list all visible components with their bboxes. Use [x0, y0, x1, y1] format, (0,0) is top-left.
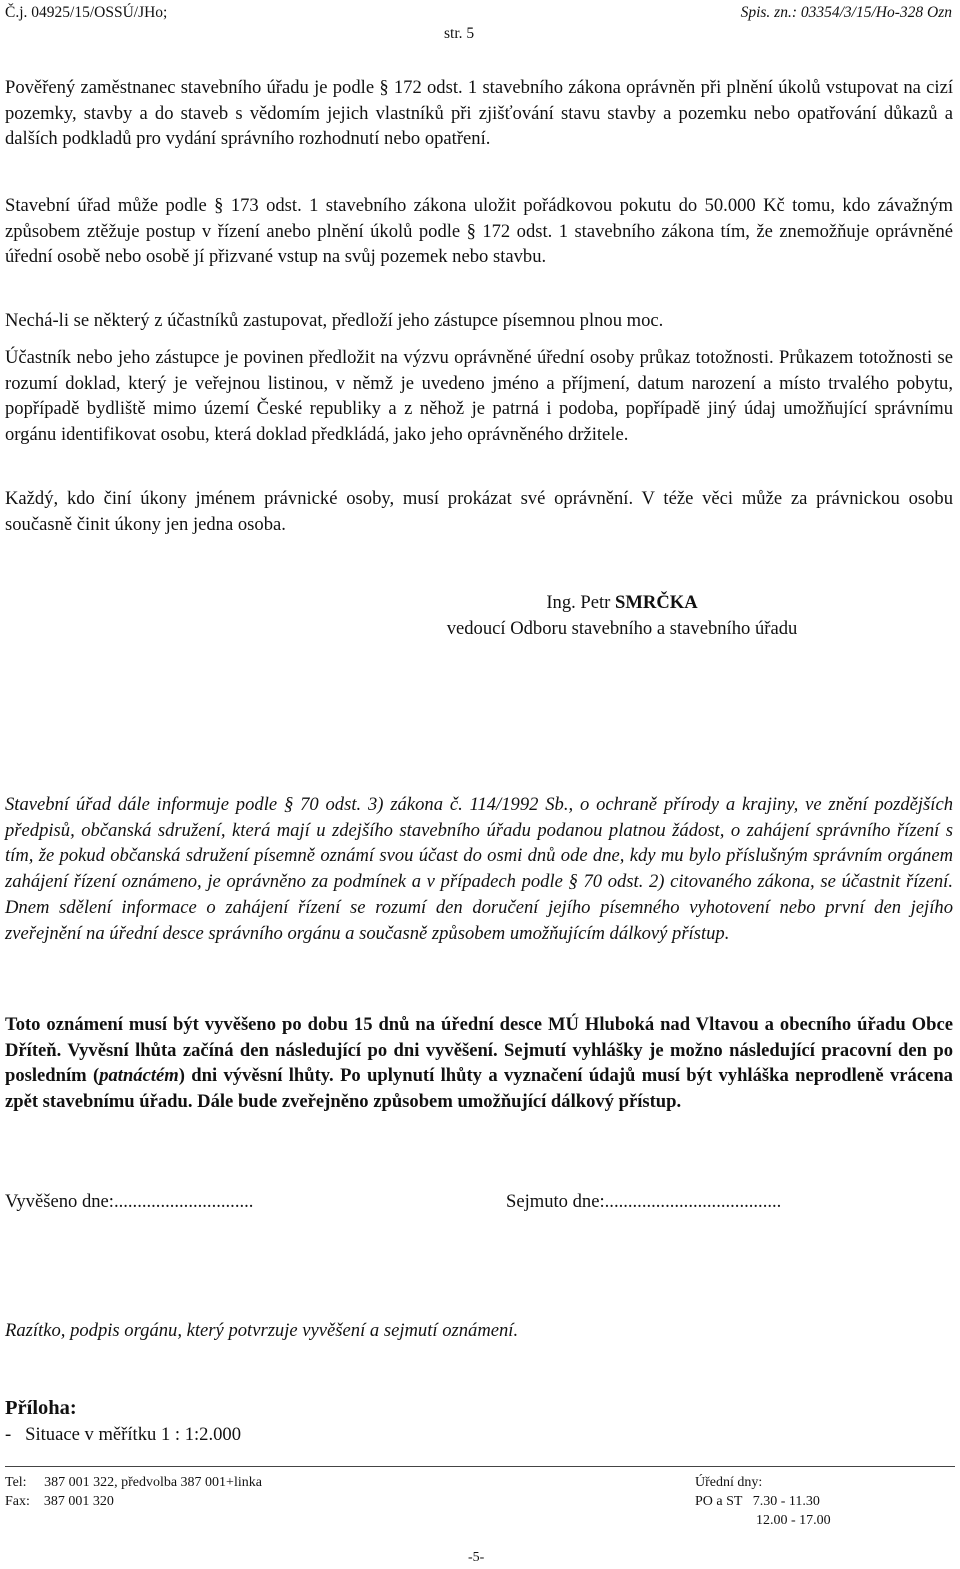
signature-block — [412, 590, 832, 641]
footer-office-hours-2: 12.00 - 17.00 — [756, 1513, 831, 1528]
paragraph-identity-card: Účastník nebo jeho zástupce je povinen předložit na výzvu oprávněné úřední osoby průkaz totožnosti. Průkazem totožnosti se rozumí doklad, který je veřejnou listinou, v němž je uvedeno jméno a příjmení, datum narození a místo trvalého pobytu, popřípadě bydliště mimo území České republiky a z něhož je patrná i podoba, popřípadě jiný údaj umožňující správnímu orgánu identifikovat osobu, která doklad předkládá, jako jeho oprávněného držitele. — [5, 347, 953, 446]
paragraph-inspector-rights: Pověřený zaměstnanec stavebního úřadu je podle § 172 odst. 1 stavebního zákona oprávněn při plnění úkolů vstupovat na cizí pozemky, stavby a do staveb s vědomím jejich vlastníků při zjišťování stavu stavby a pozemku nebo opatřování důkazů a dalších podkladů pro vydání správního rozhodnutí nebo opatření. — [5, 77, 953, 150]
posting-notice-emphasis: patnáctém — [99, 1065, 179, 1087]
paragraph-nature-protection: Stavební úřad dále informuje podle § 70 odst. 3) zákona č. 114/1992 Sb., o ochraně přírody a krajiny, ve znění pozdějších předpisů, občanská sdružení, která mají u zdejšího stavebního úřadu podanou platnou žádost, o zahájení správního řízení s tím, že pokud občanská sdružení písemně oznámí svou účast do osmi dnů ode dne, kdy mu bylo příslušným správním orgánem zahájení řízení oznámeno, je oprávněno za podmínek a v případech podle § 70 odst. 2) citovaného zákona, se účastnit řízení. Dnem sdělení informace o zahájení řízení se rozumí den doručení jejího písemného vyhotovení nebo první den jejího zveřejnění na úřední desce správního orgánu a současně způsobem umožňujícím dálkový přístup. — [5, 794, 953, 944]
page-label: str. 5 — [444, 25, 475, 42]
footer-phone: Tel: 387 001 322, předvolba 387 001+linka — [5, 1475, 262, 1490]
footer-office-hours-label: Úřední dny: — [695, 1475, 763, 1490]
paragraph-fine: Stavební úřad může podle § 173 odst. 1 stavebního zákona uložit pořádkovou pokutu do 50.000 Kč tomu, kdo závažným způsobem ztěžuje postup v řízení anebo plnění úkolů podle § 172 odst. 1 stavebního zákona tím, že znemožňuje oprávněné úřední osobě nebo osobě jí přizvané vstup na svůj pozemek nebo stavbu. — [5, 195, 953, 268]
footer-divider — [5, 1466, 955, 1467]
stamp-signature-note: Razítko, podpis orgánu, který potvrzuje vyvěšení a sejmutí oznámení. — [5, 1320, 519, 1341]
signatory-name: Ing. Petr SMRČKA — [546, 592, 698, 613]
posting-notice: Toto oznámení musí být vyvěšeno po dobu 15 dnů na úřední desce MÚ Hluboká nad Vltavou a obecního úřadu Obce Dříteň. Vyvěsní lhůta začíná den následující po dni vyvěšení. Sejmutí vyhlášky je možno následující pracovní den po posledním (patnáctém) dni vývěsní lhůty. Po uplynutí lhůty a vyznačení údajů musí být vyhláška neprodleně vrácena zpět stavebnímu úřadu. Dále bude zveřejněno způsobem umožňující dálkový přístup. — [5, 1014, 953, 1113]
footer-fax: Fax: 387 001 320 — [5, 1494, 114, 1509]
signatory-surname: SMRČKA — [615, 592, 698, 613]
page-number: -5- — [468, 1550, 485, 1565]
attachment-heading: Příloha: — [5, 1397, 77, 1419]
posted-date-field: Vyvěšeno dne:.............................. — [5, 1191, 254, 1212]
signatory-role: vedoucí Odboru stavebního a stavebního úřadu — [446, 617, 798, 639]
footer-office-hours-1: PO a ST 7.30 - 11.30 — [695, 1494, 820, 1509]
reference-number: Č.j. 04925/15/OSSÚ/JHo; — [5, 4, 168, 21]
removed-date-field: Sejmuto dne:...................................... — [506, 1191, 782, 1212]
attachment-item: - Situace v měřítku 1 : 1:2.000 — [5, 1424, 241, 1445]
paragraph-legal-person: Každý, kdo činí úkony jménem právnické osoby, musí prokázat své oprávnění. V téže věci může za právnickou osobu současně činit úkony jen jedna osoba. — [5, 488, 953, 535]
file-number: Spis. zn.: 03354/3/15/Ho-328 Ozn — [740, 4, 952, 21]
paragraph-representation: Nechá-li se některý z účastníků zastupovat, předloží jeho zástupce písemnou plnou moc. — [5, 310, 664, 331]
